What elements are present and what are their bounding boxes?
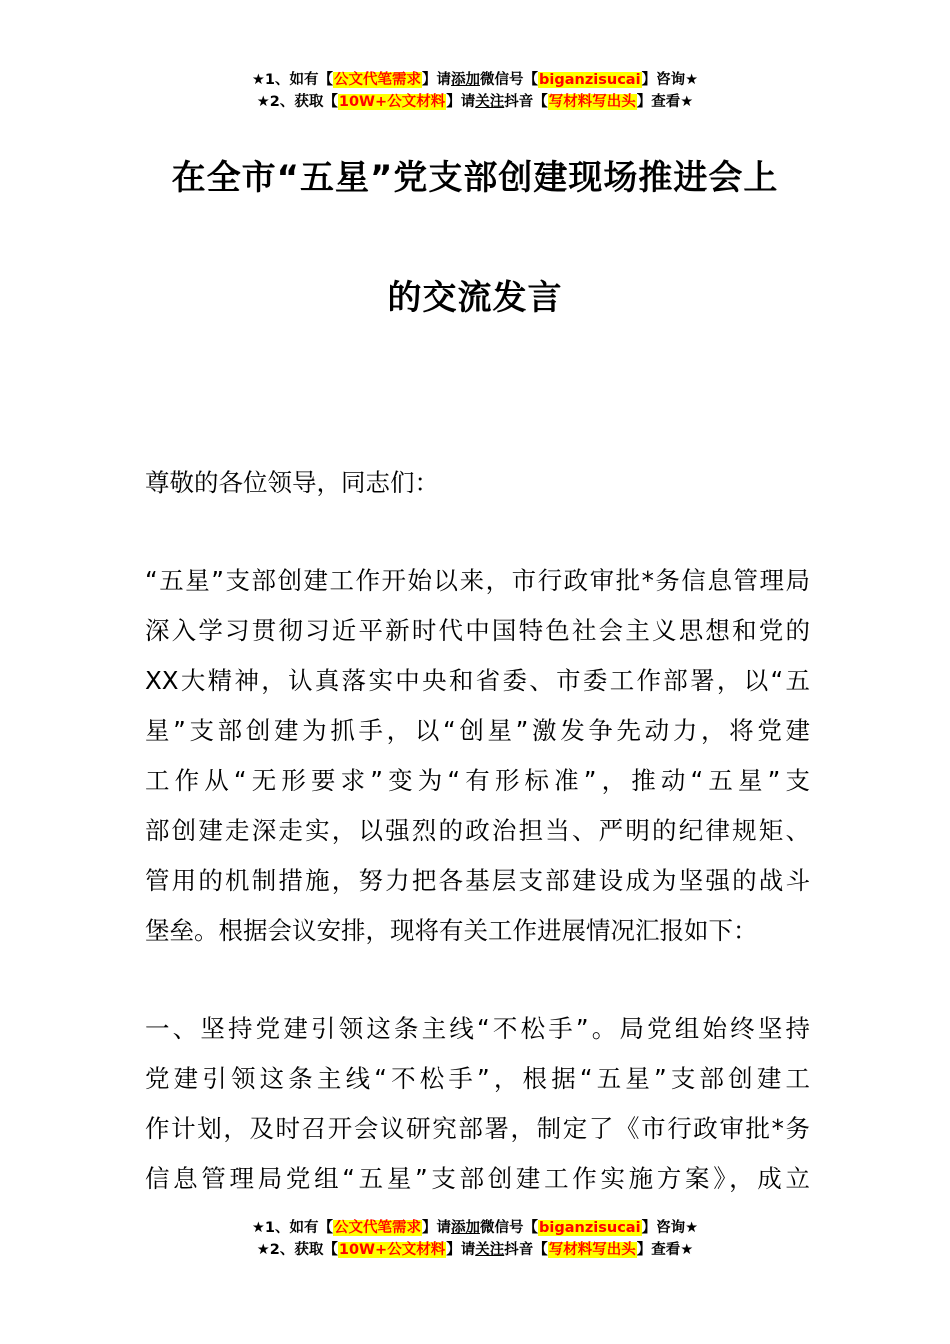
promo-underlined-text: 添加 — [451, 1220, 481, 1236]
promo-text: ★1、如有【 — [251, 72, 334, 88]
paragraph-1 — [145, 556, 810, 956]
promo-text: 抖音【 — [504, 1242, 548, 1258]
paragraph-line: 工作从“无形要求”变为“有形标准”，推动“五星”支 — [145, 766, 810, 795]
paragraph-line: 深入学习贯彻习近平新时代中国特色社会主义思想和党的 — [145, 616, 810, 645]
promo-highlight: biganzisucai — [539, 1220, 641, 1236]
promo-highlight: biganzisucai — [539, 72, 641, 88]
promo-text: 微信号【 — [480, 1220, 539, 1236]
promo-highlight: 写材料写出头 — [548, 1242, 636, 1258]
promo-highlight: 10W+公文材料 — [338, 94, 446, 110]
promo-highlight: 公文代笔需求 — [334, 1220, 422, 1236]
promo-text: 】请 — [446, 1242, 476, 1258]
promo-line-1 — [0, 69, 950, 91]
paragraph-line: 党建引领这条主线“不松手”，根据“五星”支部创建工 — [145, 1064, 810, 1093]
promo-text: 】查看★ — [636, 1242, 694, 1258]
paragraph-line: 信息管理局党组“五星”支部创建工作实施方案》，成立 — [145, 1164, 810, 1193]
promo-text: 】咨询★ — [641, 1220, 699, 1236]
promo-highlight: 公文代笔需求 — [334, 72, 422, 88]
paragraph-line: 一、坚持党建引领这条主线“不松手”。局党组始终坚持 — [145, 1014, 810, 1043]
paragraph-line: 堡垒。根据会议安排，现将有关工作进展情况汇报如下： — [145, 916, 758, 945]
promo-highlight: 写材料写出头 — [548, 94, 636, 110]
promo-underlined-text: 关注 — [475, 94, 505, 110]
promo-text: ★2、获取【 — [256, 1242, 338, 1258]
promo-underlined-text: 关注 — [475, 1242, 505, 1258]
paragraph-line: 部创建走深走实，以强烈的政治担当、严明的纪律规矩、 — [145, 816, 810, 845]
paragraph-line: 星”支部创建为抓手，以“创星”激发争先动力，将党建 — [145, 716, 810, 745]
paragraph-line: XX大精神，认真落实中央和省委、市委工作部署，以“五 — [145, 666, 810, 695]
greeting: 尊敬的各位领导，同志们： — [145, 468, 439, 497]
promo-text: ★2、获取【 — [256, 94, 338, 110]
paragraph-line: 作计划，及时召开会议研究部署，制定了《市行政审批*务 — [145, 1114, 810, 1143]
promo-banner-top — [0, 69, 950, 113]
promo-text: 抖音【 — [504, 94, 548, 110]
paragraph-line: “五星”支部创建工作开始以来，市行政审批*务信息管理局 — [145, 566, 810, 595]
promo-line-2 — [0, 1239, 950, 1261]
promo-text: 】请 — [446, 94, 476, 110]
promo-text: 微信号【 — [480, 72, 539, 88]
promo-text: 】请 — [422, 72, 452, 88]
promo-text: ★1、如有【 — [251, 1220, 334, 1236]
paragraph-2 — [145, 1004, 810, 1204]
promo-banner-bottom — [0, 1217, 950, 1261]
promo-text: 】请 — [422, 1220, 452, 1236]
promo-line-1 — [0, 1217, 950, 1239]
document-title-line-2: 的交流发言 — [387, 278, 563, 318]
promo-text: 】查看★ — [636, 94, 694, 110]
document-title-line-1: 在全市“五星”党支部创建现场推进会上 — [171, 158, 779, 198]
paragraph-line: 管用的机制措施，努力把各基层支部建设成为坚强的战斗 — [145, 866, 810, 895]
promo-underlined-text: 添加 — [451, 72, 481, 88]
promo-highlight: 10W+公文材料 — [338, 1242, 446, 1258]
promo-text: 】咨询★ — [641, 72, 699, 88]
promo-line-2 — [0, 91, 950, 113]
